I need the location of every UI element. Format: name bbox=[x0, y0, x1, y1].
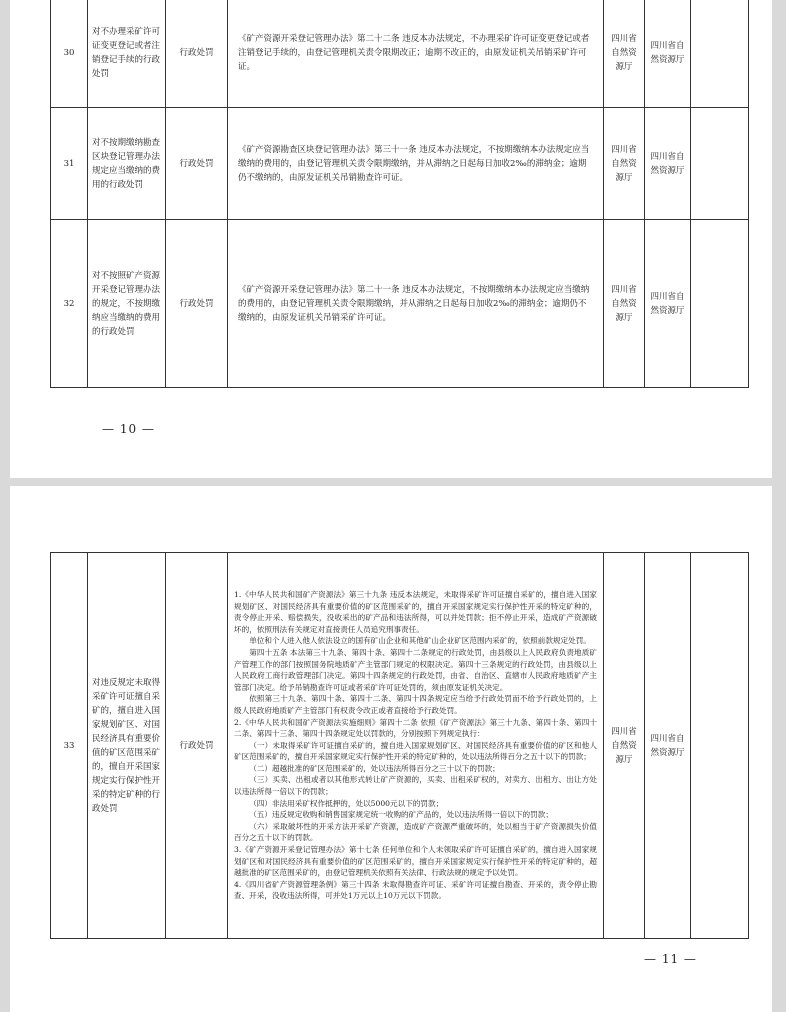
basis-paragraph: （四）非法用采矿权作抵押的，处以5000元以下的罚款； bbox=[249, 798, 444, 808]
table-row bbox=[51, 108, 749, 220]
implementing-org: 四川省自然资源厅 bbox=[604, 553, 645, 939]
item-name: 对违反规定未取得采矿许可证擅自采矿的，擅自进入国家规划矿区、对国民经济具有重要价值的矿区范围采矿的，擅自开采国家规定实行保护性开采的特定矿种的行政处罚 bbox=[88, 553, 166, 939]
basis-paragraph: 第四十五条 本法第三十九条、第四十条、第四十二条规定的行政处罚，由县级以上人民政府负责地质矿产管理工作的部门按照国务院地质矿产主管部门规定的权限决定。第四十三条规定的行政处罚，由县级以上人民政府工商行政管理部门决定。第四十四条规定的行政处罚，由省、自治区、直辖市人民政府地质矿产主管部门决定。给予吊销勘查许可证或者采矿许可证处罚的，须由原发证机关决定。 bbox=[234, 647, 597, 692]
row-number: 30 bbox=[51, 0, 88, 108]
page-number: — 10 — bbox=[102, 422, 155, 436]
item-name: 对不按照矿产资源开采登记管理办法的规定，不按期缴纳应当缴纳的费用的行政处罚 bbox=[88, 220, 166, 388]
document-page-11 bbox=[10, 486, 772, 1012]
remarks-cell bbox=[691, 553, 749, 939]
row-number: 32 bbox=[51, 220, 88, 388]
legal-basis bbox=[228, 553, 604, 939]
basis-paragraph: 1.《中华人民共和国矿产资源法》第三十九条 违反本法规定，未取得采矿许可证擅自采矿的，擅自进入国家规划矿区、对国民经济具有重要价值的矿区范围采矿的，擅自开采国家规定实行保护性开采的特定矿种的，责令停止开采、赔偿损失，没收采出的矿产品和违法所得，可以并处罚款；拒不停止开采，造成矿产资源破坏的，依照刑法有关规定对直接责任人员追究刑事责任。 bbox=[234, 589, 597, 634]
legal-basis: 《矿产资源开采登记管理办法》第二十一条 违反本办法规定，不按期缴纳本办法规定应当缴纳的费用的，由登记管理机关责令限期缴纳，并从滞纳之日起每日加收2‰的滞纳金；逾期仍不缴纳的，由原发证机关吊销采矿许可证。 bbox=[228, 220, 604, 388]
item-type: 行政处罚 bbox=[166, 553, 228, 939]
document-page-10 bbox=[10, 0, 772, 478]
responsible-org: 四川省自然资源厅 bbox=[645, 0, 691, 108]
item-name: 对不办理采矿许可证变更登记或者注销登记手续的行政处罚 bbox=[88, 0, 166, 108]
item-type: 行政处罚 bbox=[166, 0, 228, 108]
implementing-org: 四川省自然资源厅 bbox=[604, 220, 645, 388]
remarks-cell bbox=[691, 0, 749, 108]
table-row bbox=[51, 0, 749, 108]
basis-paragraph: （一）未取得采矿许可证擅自采矿的，擅自进入国家规划矿区、对国民经济具有重要价值的矿区和他人矿区范围采矿的，擅自开采国家规定实行保护性开采的特定矿种的，处以违法所得百分之五十以下的罚款； bbox=[234, 740, 597, 762]
legal-basis: 《矿产资源勘查区块登记管理办法》第三十一条 违反本办法规定，不按期缴纳本办法规定应当缴纳的费用的，由登记管理机关责令限期缴纳，并从滞纳之日起每日加收2‰的滞纳金；逾期仍不缴纳的，由原发证机关吊销勘查许可证。 bbox=[228, 108, 604, 220]
table-row bbox=[51, 553, 749, 939]
basis-paragraph: （五）违反规定收购和销售国家规定统一收购的矿产品的，处以违法所得一倍以下的罚款； bbox=[249, 810, 553, 820]
legal-basis: 《矿产资源开采登记管理办法》第二十二条 违反本办法规定，不办理采矿许可证变更登记或者注销登记手续的，由登记管理机关责令限期改正；逾期不改正的，由原发证机关吊销采矿许可证。 bbox=[228, 0, 604, 108]
table-row bbox=[51, 220, 749, 388]
responsible-org: 四川省自然资源厅 bbox=[645, 553, 691, 939]
responsible-org: 四川省自然资源厅 bbox=[645, 220, 691, 388]
remarks-cell bbox=[691, 108, 749, 220]
remarks-cell bbox=[691, 220, 749, 388]
penalty-table-page-11 bbox=[50, 552, 749, 939]
basis-paragraph: 依照第三十九条、第四十条、第四十二条、第四十四条规定应当给予行政处罚而不给予行政处罚的，上级人民政府地质矿产主管部门有权责令改正或者直接给予行政处罚。 bbox=[234, 694, 597, 715]
page-number: — 11 — bbox=[644, 952, 697, 966]
basis-paragraph: （二）超越批准的矿区范围采矿的，处以违法所得百分之三十以下的罚款； bbox=[249, 763, 500, 773]
item-type: 行政处罚 bbox=[166, 108, 228, 220]
basis-paragraph: 2.《中华人民共和国矿产资源法实施细则》第四十二条 依照《矿产资源法》第三十九条、第四十条、第四十二条、第四十三条、第四十四条规定处以罚款的，分别按照下列规定执行： bbox=[234, 717, 597, 739]
responsible-org: 四川省自然资源厅 bbox=[645, 108, 691, 220]
basis-paragraph: 单位和个人进入他人依法设立的国有矿山企业和其他矿山企业矿区范围内采矿的，依照前款规定处罚。 bbox=[249, 636, 591, 646]
implementing-org: 四川省自然资源厅 bbox=[604, 108, 645, 220]
item-name: 对不按期缴纳勘查区块登记管理办法规定应当缴纳的费用的行政处罚 bbox=[88, 108, 166, 220]
implementing-org: 四川省自然资源厅 bbox=[604, 0, 645, 108]
basis-paragraph: 4.《四川省矿产资源管理条例》第三十四条 未取得勘查许可证、采矿许可证擅自勘查、开采的，责令停止勘查、开采，没收违法所得，可并处1万元以上10万元以下罚款。 bbox=[234, 879, 597, 901]
basis-paragraph: 3.《矿产资源开采登记管理办法》第十七条 任何单位和个人未领取采矿许可证擅自采矿的，擅自进入国家规划矿区和对国民经济具有重要价值的矿区范围采矿的，擅自开采国家规定实行保护性开采的特定矿种的，超越批准的矿区范围采矿的，由登记管理机关依照有关法律、行政法规的规定予以处罚。 bbox=[234, 845, 597, 878]
penalty-table-page-10 bbox=[50, 0, 749, 388]
basis-paragraph: （三）买卖、出租或者以其他形式转让矿产资源的，买卖、出租采矿权的，对卖方、出租方、出让方处以违法所得一倍以下的罚款； bbox=[234, 775, 597, 797]
row-number: 31 bbox=[51, 108, 88, 220]
basis-paragraph: （六）采取破坏性的开采方法开采矿产资源，造成矿产资源严重破坏的，处以相当于矿产资源损失价值百分之五十以下的罚款。 bbox=[234, 821, 597, 843]
item-type: 行政处罚 bbox=[166, 220, 228, 388]
row-number: 33 bbox=[51, 553, 88, 939]
